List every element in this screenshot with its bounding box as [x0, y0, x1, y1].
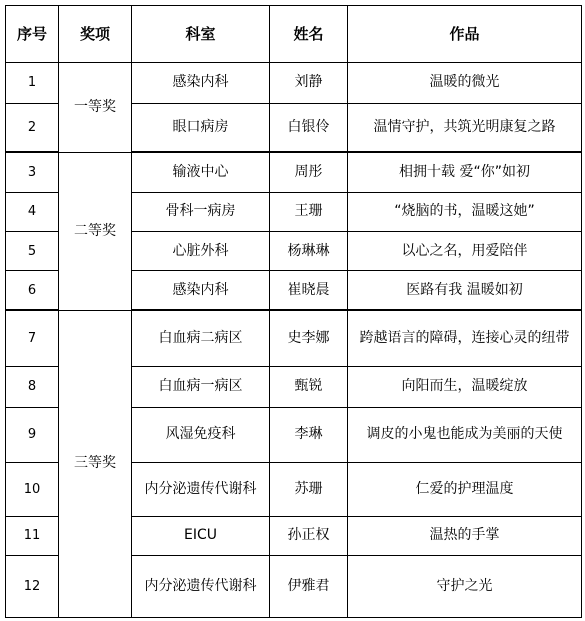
work-cell: 以心之名，用爱陪伴 — [348, 232, 582, 271]
name-cell: 杨琳琳 — [270, 232, 348, 271]
table-row — [6, 63, 582, 104]
row-no: 1 — [6, 63, 59, 104]
work-cell: “烧脑的书，温暖这她” — [348, 192, 582, 232]
row-no: 10 — [6, 462, 59, 516]
work-cell: 仁爱的护理温度 — [348, 462, 582, 516]
dept-cell: 感染内科 — [132, 63, 270, 104]
dept-cell: 感染内科 — [132, 271, 270, 311]
row-no: 6 — [6, 271, 59, 311]
header-work: 作品 — [348, 6, 582, 63]
dept-cell: 输液中心 — [132, 152, 270, 192]
table-row — [6, 152, 582, 192]
name-cell: 王珊 — [270, 192, 348, 232]
table-row — [6, 310, 582, 366]
work-cell: 跨越语言的障碍，连接心灵的纽带 — [348, 310, 582, 366]
dept-cell: 内分泌遗传代谢科 — [132, 555, 270, 617]
work-cell: 守护之光 — [348, 555, 582, 617]
work-cell: 温暖的微光 — [348, 63, 582, 104]
dept-cell: 白血病二病区 — [132, 310, 270, 366]
award-cell: 二等奖 — [59, 152, 132, 310]
work-cell: 温情守护，共筑光明康复之路 — [348, 103, 582, 152]
work-cell: 向阳而生，温暖绽放 — [348, 366, 582, 407]
header-award: 奖项 — [59, 6, 132, 63]
work-cell: 调皮的小鬼也能成为美丽的天使 — [348, 407, 582, 462]
award-cell: 三等奖 — [59, 310, 132, 617]
name-cell: 孙正权 — [270, 516, 348, 555]
header-row — [6, 6, 582, 63]
dept-cell: 白血病一病区 — [132, 366, 270, 407]
name-cell: 李琳 — [270, 407, 348, 462]
name-cell: 周彤 — [270, 152, 348, 192]
name-cell: 崔晓晨 — [270, 271, 348, 311]
dept-cell: 风湿免疫科 — [132, 407, 270, 462]
name-cell: 甄锐 — [270, 366, 348, 407]
row-no: 5 — [6, 232, 59, 271]
dept-cell: 骨科一病房 — [132, 192, 270, 232]
header-no: 序号 — [6, 6, 59, 63]
dept-cell: 眼口病房 — [132, 103, 270, 152]
row-no: 2 — [6, 103, 59, 152]
awards-table — [5, 5, 582, 618]
dept-cell: EICU — [132, 516, 270, 555]
row-no: 11 — [6, 516, 59, 555]
name-cell: 白银伶 — [270, 103, 348, 152]
header-dept: 科室 — [132, 6, 270, 63]
work-cell: 医路有我 温暖如初 — [348, 271, 582, 311]
name-cell: 史李娜 — [270, 310, 348, 366]
row-no: 7 — [6, 310, 59, 366]
dept-cell: 心脏外科 — [132, 232, 270, 271]
header-name: 姓名 — [270, 6, 348, 63]
award-cell: 一等奖 — [59, 63, 132, 153]
dept-cell: 内分泌遗传代谢科 — [132, 462, 270, 516]
row-no: 9 — [6, 407, 59, 462]
row-no: 4 — [6, 192, 59, 232]
work-cell: 温热的手掌 — [348, 516, 582, 555]
row-no: 8 — [6, 366, 59, 407]
name-cell: 苏珊 — [270, 462, 348, 516]
work-cell: 相拥十载 爱“你”如初 — [348, 152, 582, 192]
name-cell: 伊雅君 — [270, 555, 348, 617]
row-no: 12 — [6, 555, 59, 617]
row-no: 3 — [6, 152, 59, 192]
name-cell: 刘静 — [270, 63, 348, 104]
